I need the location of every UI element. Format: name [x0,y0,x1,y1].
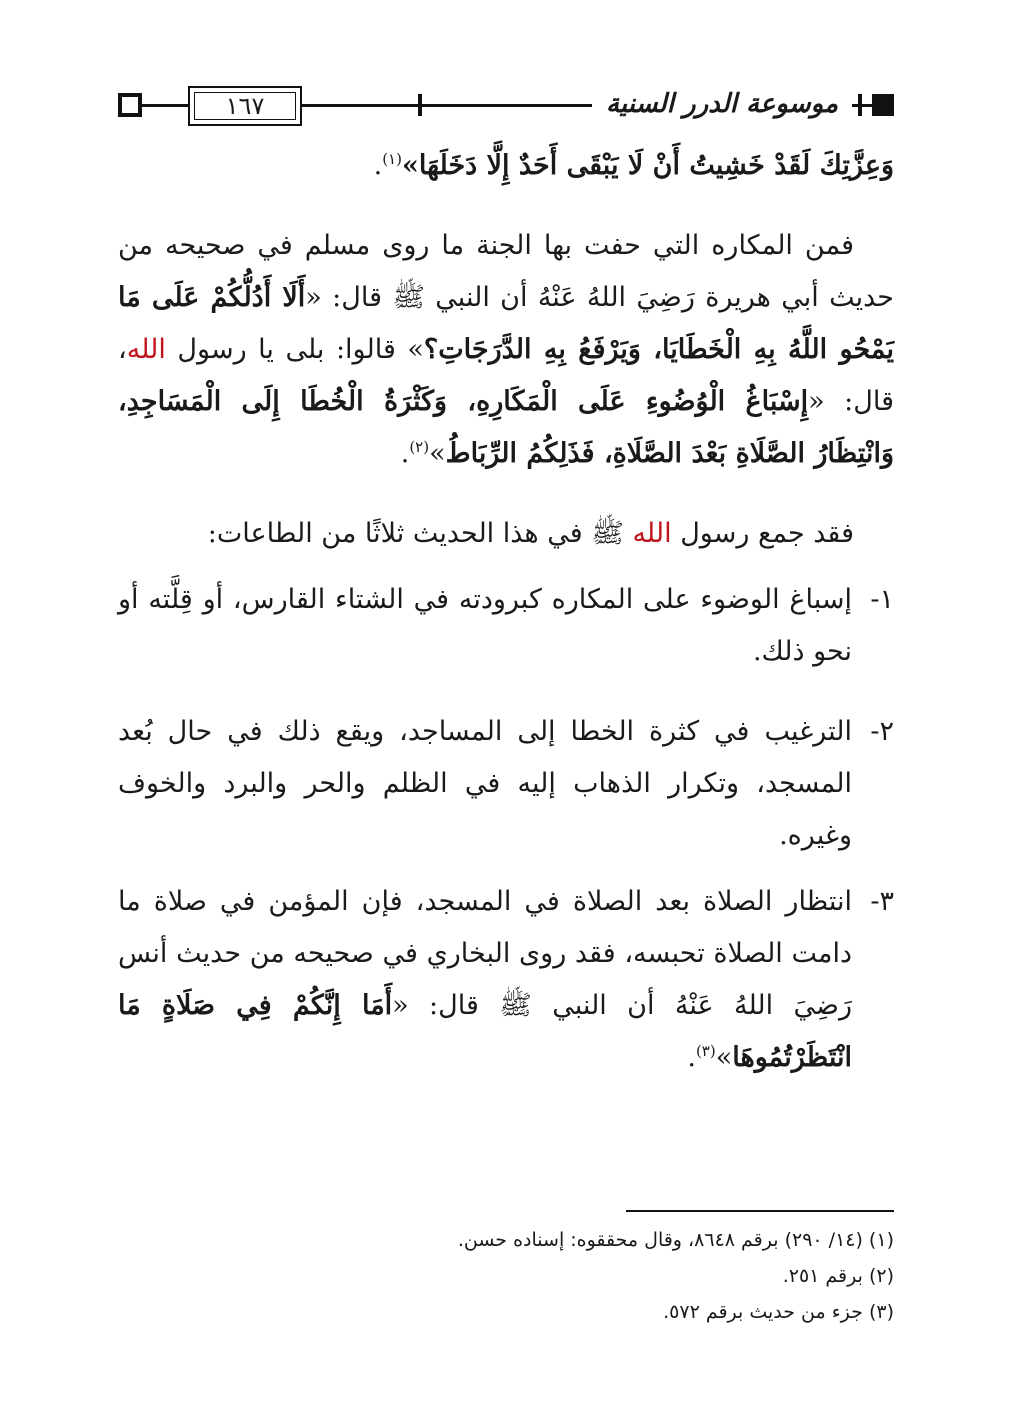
header-tick [418,94,422,116]
list-number: ٢- [870,716,894,747]
list-item [118,574,894,678]
hadith-text: وَعِزَّتِكَ لَقَدْ خَشِيتُ أَنْ لَا يَبْقَى أَحَدٌ إِلَّا دَخَلَهَا» [401,150,894,181]
body-text: » قالوا: بلى يا رسول [165,334,424,365]
hadith-text: أَمَا إِنَّكُمْ فِي صَلَاةٍ مَا انْتَظَرْتُمُوهَا [118,990,852,1073]
spacer [118,480,894,508]
paragraph-summary [118,508,894,560]
header-left-square [118,93,142,117]
body-text: فمن المكاره التي حفت بها الجنة ما روى مسلم في صحيحه من حديث أبي هريرة رَضِيَ اللهُ عَنْهُ أن النبي ﷺ قال: [118,230,894,313]
body-text: ﷺ في هذا الحديث ثلاثًا من الطاعات: [207,518,633,549]
footnote-3: (٣) جزء من حديث برقم ٥٧٢. [663,1301,894,1323]
spacer [118,678,894,706]
body-text: انتظار الصلاة بعد الصلاة في المسجد، فإن المؤمن في صلاة ما دامت الصلاة تحبسه، فقد روى البخاري في صحيحه من حديث أنس رَضِيَ اللهُ عَنْهُ أن النبي ﷺ قال: « [118,886,852,1021]
footnote-ref: (٢) [409,438,430,456]
paragraph-hadith-end [118,140,894,192]
divine-name: الله [126,334,166,365]
footnote-rule [626,1210,894,1212]
list-item [118,876,894,1084]
body-text: ، قال: « [118,334,894,417]
period: . [400,438,410,469]
body-text: فقد جمع رسول [671,518,854,549]
quote-mark: « [305,282,322,313]
divine-name: الله [632,518,672,549]
spacer [118,560,894,574]
header-right-square [872,94,894,116]
period: . [373,150,383,181]
page-content [118,140,894,1084]
book-title: موسوعة الدرر السنية [592,82,852,126]
quote-mark: » [715,1042,733,1073]
list-text: الترغيب في كثرة الخطا إلى المساجد، ويقع ذلك في حال بُعد المسجد، وتكرار الذهاب إليه في الظلم والحر والبرد والخوف وغيره. [118,716,852,851]
footnotes [118,1222,894,1330]
hadith-text: أَلَا أَدُلُّكُمْ عَلَى مَا يَمْحُو اللَّهُ بِهِ الْخَطَايَا، وَيَرْفَعُ بِهِ الدَّرَجَاتِ؟ [118,282,894,365]
list-text [118,876,852,1084]
period: . [687,1042,696,1073]
paragraph-makarih [118,220,894,480]
hadith-text: إِسْبَاغُ الْوُضُوءِ عَلَى الْمَكَارِهِ، وَكَثْرَةُ الْخُطَا إِلَى الْمَسَاجِدِ، وَانْتِظَارُ الصَّلَاةِ بَعْدَ الصَّلَاةِ، فَذَلِكُمُ الرِّبَاطُ [118,386,894,469]
footnote-2: (٢) برقم ٢٥١. [782,1265,894,1287]
list-number: ٣- [870,886,894,917]
page-number-frame [188,86,302,126]
list-text: إسباغ الوضوء على المكاره كبرودته في الشتاء القارس، أو قِلَّته أو نحو ذلك. [118,584,852,667]
spacer [118,192,894,220]
list-item [118,706,894,862]
quote-mark: » [429,438,446,469]
spacer [118,862,894,876]
footnote-ref: (٣) [695,1042,716,1060]
footnote-ref: (١) [382,150,402,168]
page-header [118,82,894,128]
header-tick [858,94,862,116]
footnote-1: (١) (١٤/ ٢٩٠) برقم ٨٦٤٨، وقال محققوه: إسناده حسن. [457,1229,894,1251]
list-number: ١- [870,584,894,615]
page-number: ١٦٧ [225,92,265,120]
